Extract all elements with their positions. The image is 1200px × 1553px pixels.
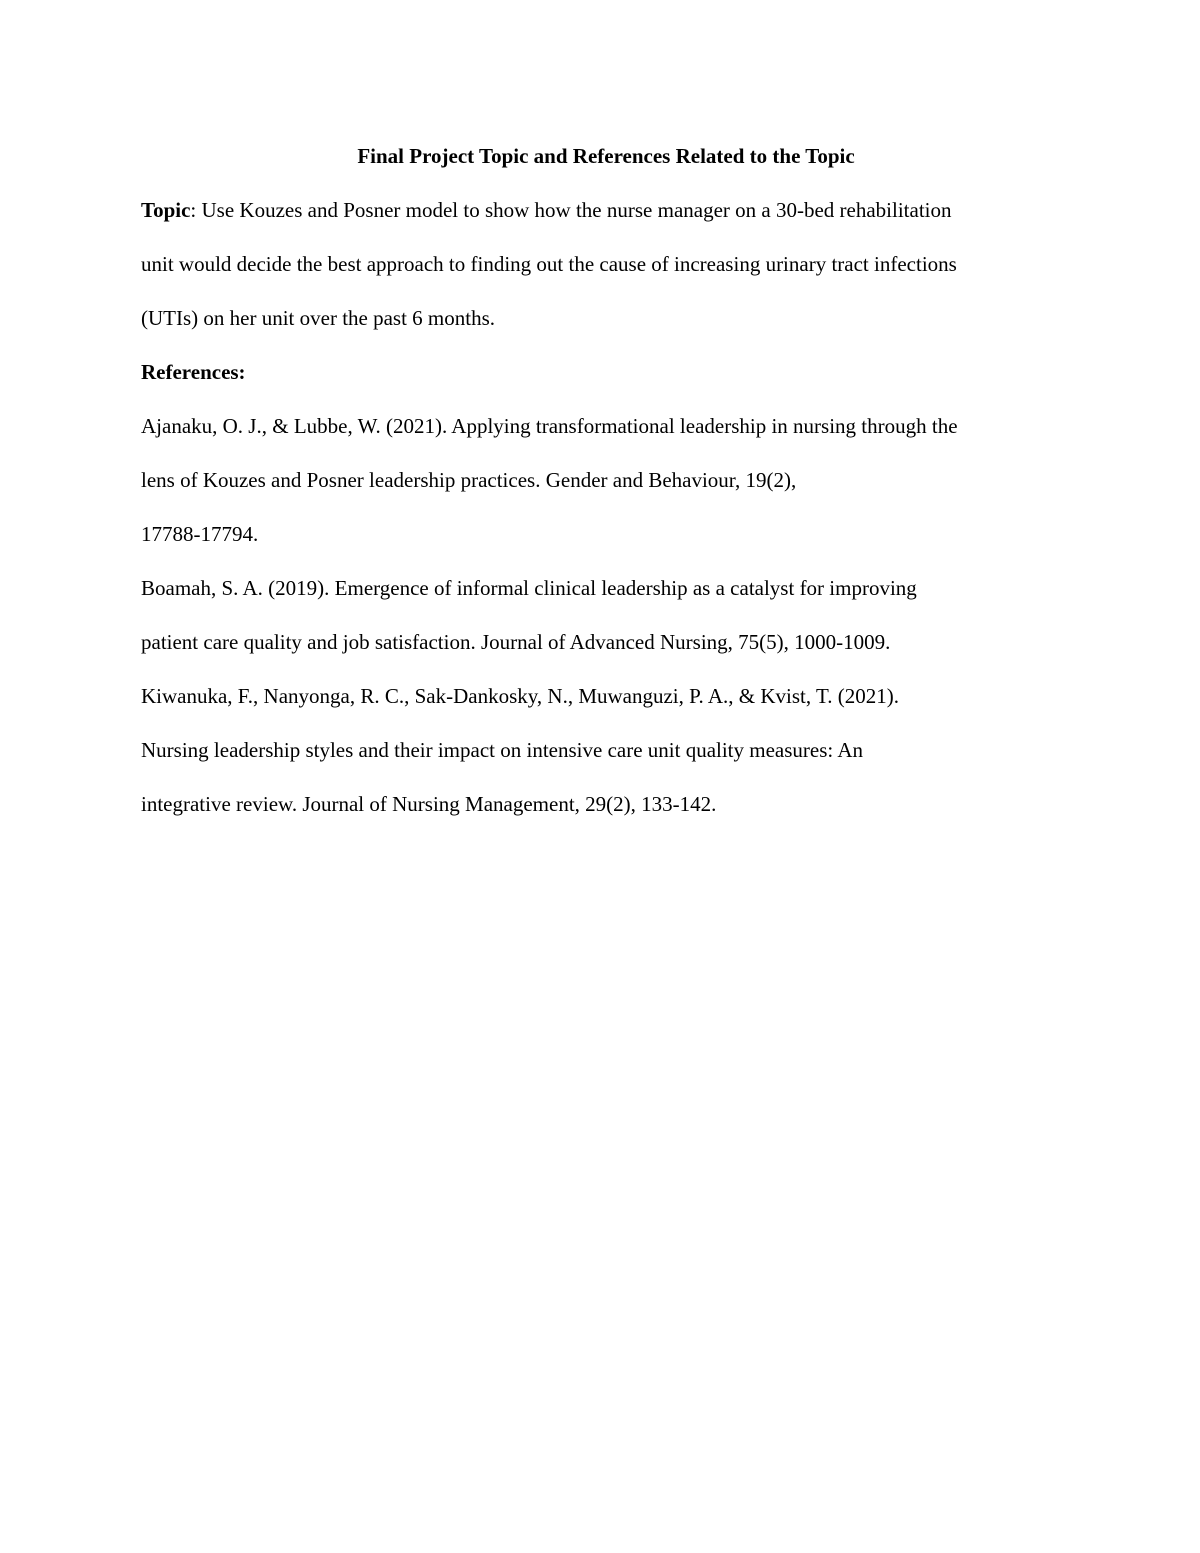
topic-paragraph <box>141 183 1071 345</box>
topic-text-line: (UTIs) on her unit over the past 6 months. <box>141 306 496 330</box>
reference-line: Boamah, S. A. (2019). Emergence of informal clinical leadership as a catalyst for improving <box>141 576 917 600</box>
topic-text-line: Use Kouzes and Posner model to show how the nurse manager on a 30-bed rehabilitation <box>196 198 952 222</box>
reference-entry <box>141 561 1071 669</box>
reference-line: patient care quality and job satisfaction. Journal of Advanced Nursing, 75(5), 1000-1009. <box>141 630 891 654</box>
reference-line: Ajanaku, O. J., & Lubbe, W. (2021). Applying transformational leadership in nursing through the <box>141 414 958 438</box>
document-title: Final Project Topic and References Related to the Topic <box>357 144 855 168</box>
document-body <box>141 129 1071 831</box>
reference-line: Nursing leadership styles and their impact on intensive care unit quality measures: An <box>141 738 863 762</box>
topic-text-line: unit would decide the best approach to finding out the cause of increasing urinary tract infections <box>141 252 957 276</box>
reference-line: 17788-17794. <box>141 522 259 546</box>
topic-separator: : <box>190 198 197 222</box>
reference-line: lens of Kouzes and Posner leadership practices. Gender and Behaviour, 19(2), <box>141 468 797 492</box>
topic-label: Topic <box>141 198 191 222</box>
reference-entry <box>141 669 1071 831</box>
reference-entry <box>141 399 1071 561</box>
reference-line: Kiwanuka, F., Nanyonga, R. C., Sak-Dankosky, N., Muwanguzi, P. A., & Kvist, T. (2021). <box>141 684 899 708</box>
references-heading: References: <box>141 360 246 384</box>
reference-line: integrative review. Journal of Nursing Management, 29(2), 133-142. <box>141 792 717 816</box>
